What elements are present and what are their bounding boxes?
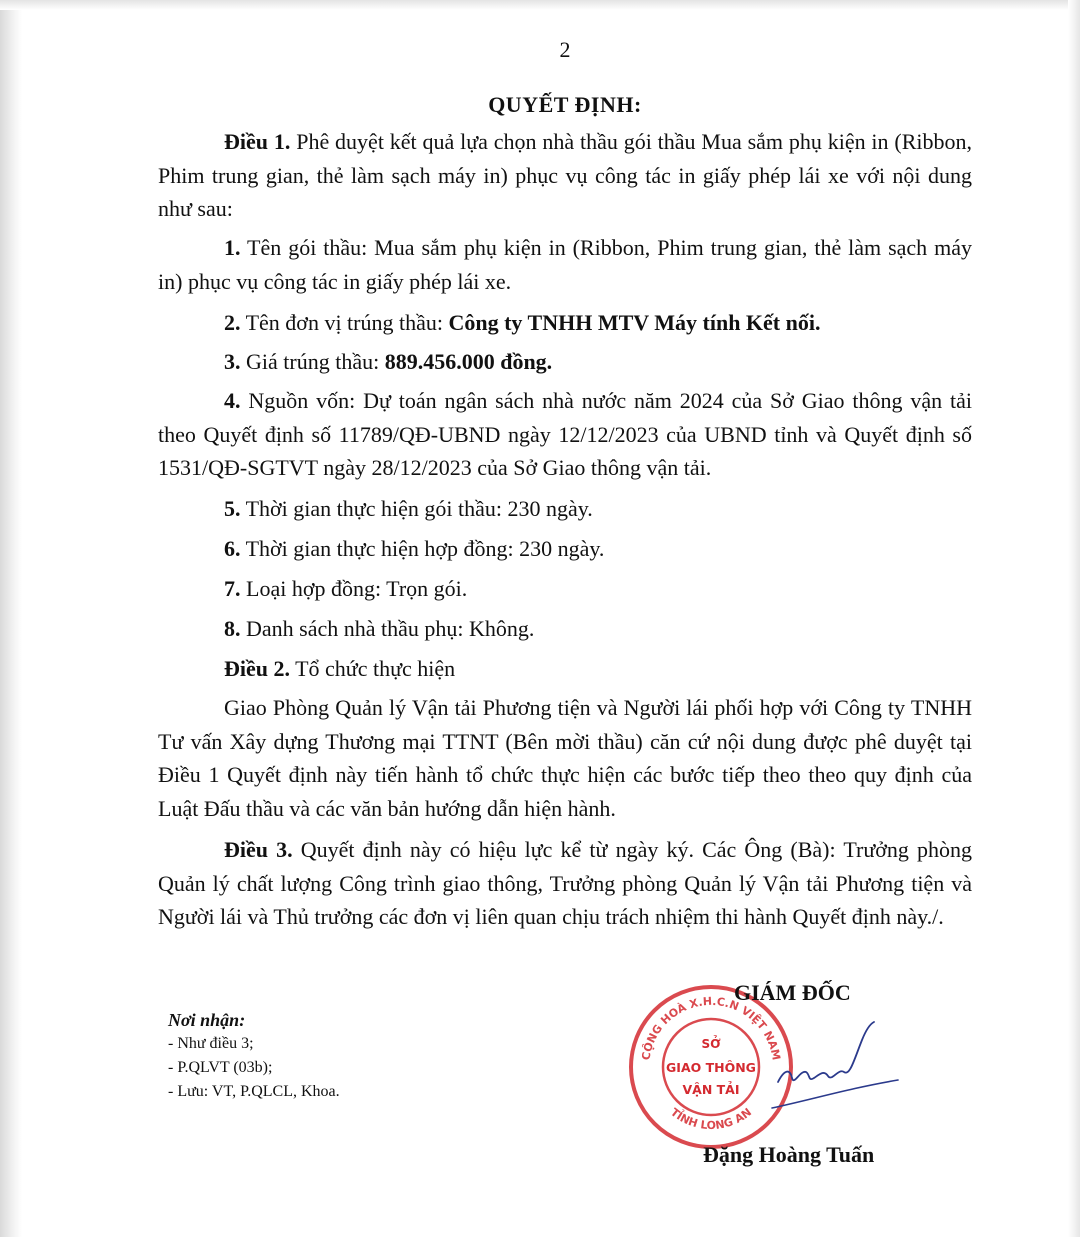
page-shadow-top [0, 0, 1080, 10]
item-2-winner: Công ty TNHH MTV Máy tính Kết nối. [448, 310, 821, 335]
signer-name: Đặng Hoàng Tuấn [703, 1142, 875, 1167]
page-shadow-left [0, 0, 22, 1237]
article-1 [158, 125, 972, 226]
decision-heading: QUYẾT ĐỊNH: [488, 92, 642, 117]
recipients-block [168, 1008, 340, 1104]
item-3-price: 889.456.000 đồng. [384, 349, 553, 374]
item-4-text: Nguồn vốn: Dự toán ngân sách nhà nước năm 2024 của Sở Giao thông vận tải theo Quyết định số 11789/QĐ-UBND ngày 12/12/2023 của UBND tỉnh và Quyết định số 1531/QĐ-SGTVT ngày 28/12/2023 của Sở Giao thông vận tải. [158, 388, 972, 480]
article-1-text: Phê duyệt kết quả lựa chọn nhà thầu gói thầu Mua sắm phụ kiện in (Ribbon, Phim trung gian, thẻ làm sạch máy in) phục vụ công tác in giấy phép lái xe với nội dung như sau: [158, 129, 972, 221]
recipient-line: - Như điều 3; [168, 1035, 254, 1052]
item-1 [158, 231, 972, 298]
recipients-title: Nơi nhận: [168, 1010, 246, 1030]
signature-title: GIÁM ĐỐC [734, 980, 851, 1005]
handwritten-signature [770, 1020, 910, 1110]
stamp-line-2: GIAO THÔNG [666, 1060, 756, 1075]
item-2 [158, 306, 972, 340]
item-7 [158, 572, 972, 606]
item-4 [158, 384, 972, 485]
item-8 [158, 612, 972, 646]
item-6 [158, 532, 972, 566]
recipient-line: - P.QLVT (03b); [168, 1059, 273, 1076]
item-3-text: Giá trúng thầu: [240, 349, 385, 374]
article-3 [158, 833, 972, 934]
article-2-body: Giao Phòng Quản lý Vận tải Phương tiện và Người lái phối hợp với Công ty TNHH Tư vấn Xây dựng Thương mại TTNT (Bên mời thầu) căn cứ nội dung được phê duyệt tại Điều 1 Quyết định này tiến hành tổ chức thực hiện các bước tiếp theo theo quy định của Luật Đấu thầu và các văn bản hướng dẫn hiện hành. [158, 695, 972, 821]
item-5-text: Thời gian thực hiện gói thầu: 230 ngày. [240, 496, 593, 521]
item-8-number: 8. [224, 616, 241, 641]
item-2-number: 2. [224, 310, 241, 335]
item-2-text: Tên đơn vị trúng thầu: [240, 310, 449, 335]
page-shadow-right [1068, 0, 1080, 1237]
item-7-number: 7. [224, 576, 241, 601]
article-2-title: Tổ chức thực hiện [290, 656, 456, 681]
item-6-number: 6. [224, 536, 241, 561]
item-1-text: Tên gói thầu: Mua sắm phụ kiện in (Ribbon, Phim trung gian, thẻ làm sạch máy in) phục vụ công tác in giấy phép lái xe. [158, 235, 972, 294]
stamp-ring-text: CỘNG HOÀ X.H.C.N VIỆT NAM [639, 994, 783, 1062]
svg-text:TỈNH LONG AN [668, 1106, 754, 1132]
stamp-line-3: VẬN TẢI [682, 1082, 740, 1097]
article-3-label: Điều 3. [224, 837, 293, 862]
stamp-bottom-text: TỈNH LONG AN [668, 1105, 754, 1133]
item-1-number: 1. [224, 235, 241, 260]
item-5 [158, 492, 972, 526]
item-8-text: Danh sách nhà thầu phụ: Không. [240, 616, 535, 641]
article-2-label: Điều 2. [224, 656, 290, 681]
recipient-line: - Lưu: VT, P.QLCL, Khoa. [168, 1083, 340, 1100]
item-4-number: 4. [224, 388, 241, 413]
page-number: 2 [559, 37, 571, 62]
item-3 [158, 345, 972, 379]
article-1-label: Điều 1. [224, 129, 291, 154]
article-3-text: Quyết định này có hiệu lực kể từ ngày ký. Các Ông (Bà): Trưởng phòng Quản lý chất lượng Công trình giao thông, Trưởng phòng Quản lý Vận tải Phương tiện và Người lái và Thủ trưởng các đơn vị liên quan chịu trách nhiệm thi hành Quyết định này./. [158, 837, 972, 929]
item-7-text: Loại hợp đồng: Trọn gói. [240, 576, 468, 601]
item-5-number: 5. [224, 496, 241, 521]
item-3-number: 3. [224, 349, 241, 374]
stamp-line-1: SỞ [701, 1037, 721, 1051]
item-6-text: Thời gian thực hiện hợp đồng: 230 ngày. [240, 536, 605, 561]
article-2 [158, 652, 972, 686]
